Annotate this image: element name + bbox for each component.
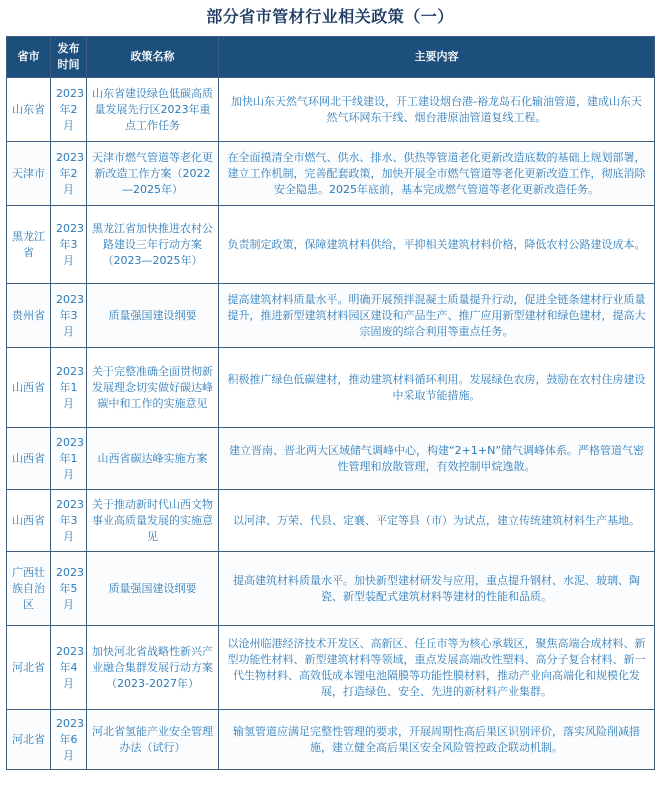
cell-policy: 质量强国建设纲要 xyxy=(87,284,219,348)
table-row xyxy=(7,206,655,284)
header-policy: 政策名称 xyxy=(87,37,219,78)
cell-content: 以河津、万荣、代县、定襄、平定等县（市）为试点，建立传统建筑材料生产基地。 xyxy=(219,490,655,552)
cell-policy: 加快河北省战略性新兴产业融合集群发展行动方案（2023-2027年） xyxy=(87,626,219,710)
table-row xyxy=(7,428,655,490)
cell-province: 山西省 xyxy=(7,428,51,490)
cell-content: 建立晋南、晋北两大区域储气调峰中心，构建“2+1+N”储气调峰体系。严格管道气密性管理和放散管理，有效控制甲烷逸散。 xyxy=(219,428,655,490)
header-date: 发布时间 xyxy=(51,37,87,78)
cell-content: 积极推广绿色低碳建材，推动建筑材料循环利用。发展绿色农房，鼓励在农村住房建设中采取节能措施。 xyxy=(219,348,655,428)
cell-province: 山西省 xyxy=(7,490,51,552)
cell-date: 2023年5月 xyxy=(51,552,87,626)
cell-date: 2023年4月 xyxy=(51,626,87,710)
cell-policy: 河北省氢能产业安全管理办法（试行） xyxy=(87,710,219,770)
table-row xyxy=(7,552,655,626)
cell-policy: 质量强国建设纲要 xyxy=(87,552,219,626)
cell-date: 2023年1月 xyxy=(51,428,87,490)
cell-date: 2023年2月 xyxy=(51,142,87,206)
table-header-row xyxy=(7,37,655,78)
cell-content: 提高建筑材料质量水平。加快新型建材研发与应用，重点提升钢材、水泥、玻璃、陶瓷、新型装配式建筑材料等建材的性能和品质。 xyxy=(219,552,655,626)
cell-date: 2023年3月 xyxy=(51,206,87,284)
cell-policy: 关于推动新时代山西文物事业高质量发展的实施意见 xyxy=(87,490,219,552)
header-province: 省市 xyxy=(7,37,51,78)
cell-content: 以沧州临港经济技术开发区、高新区、任丘市等为核心承载区，聚焦高端合成材料、新型功能性材料、新型建筑材料等领域，重点发展高端改性塑料、高分子复合材料、新一代生物材料、高效低成本锂电池隔膜等功能性膜材料，推动产业向高端化和规模化发展，打造绿色、安全、先进的新材料产业集群。 xyxy=(219,626,655,710)
table-row xyxy=(7,142,655,206)
cell-province: 黑龙江省 xyxy=(7,206,51,284)
header-content: 主要内容 xyxy=(219,37,655,78)
page-title: 部分省市管材行业相关政策（一） xyxy=(206,7,454,26)
cell-province: 广西壮族自治区 xyxy=(7,552,51,626)
cell-content: 加快山东天然气环网北干线建设，开工建设烟台港-裕龙岛石化输油管道，建成山东天然气环网东干线、烟台港原油管道复线工程。 xyxy=(219,78,655,142)
cell-province: 河北省 xyxy=(7,626,51,710)
cell-date: 2023年2月 xyxy=(51,78,87,142)
table-row xyxy=(7,284,655,348)
table-row xyxy=(7,78,655,142)
table-row xyxy=(7,490,655,552)
table-row xyxy=(7,710,655,770)
cell-date: 2023年1月 xyxy=(51,348,87,428)
cell-content: 负责制定政策，保障建筑材料供给，平抑相关建筑材料价格，降低农村公路建设成本。 xyxy=(219,206,655,284)
cell-content: 在全面摸清全市燃气、供水、排水、供热等管道老化更新改造底数的基础上规划部署，建立工作机制，完善配套政策，加快开展全市燃气管道等老化更新改造工作，彻底消除安全隐患。2025年底前，基本完成燃气管道等老化更新改造任务。 xyxy=(219,142,655,206)
cell-province: 山西省 xyxy=(7,348,51,428)
cell-policy: 山东省建设绿色低碳高质量发展先行区2023年重点工作任务 xyxy=(87,78,219,142)
cell-policy: 天津市燃气管道等老化更新改造工作方案（2022—2025年） xyxy=(87,142,219,206)
cell-policy: 关于完整准确全面贯彻新发展理念切实做好碳达峰碳中和工作的实施意见 xyxy=(87,348,219,428)
cell-policy: 山西省碳达峰实施方案 xyxy=(87,428,219,490)
cell-content: 输氢管道应满足完整性管理的要求，开展周期性高后果区识别评价，落实风险削减措施，建立健全高后果区安全风险管控政企联动机制。 xyxy=(219,710,655,770)
cell-date: 2023年6月 xyxy=(51,710,87,770)
table-row xyxy=(7,348,655,428)
table-row xyxy=(7,626,655,710)
cell-province: 山东省 xyxy=(7,78,51,142)
cell-date: 2023年3月 xyxy=(51,284,87,348)
policy-table xyxy=(6,36,655,770)
cell-content: 提高建筑材料质量水平。明确开展预拌混凝土质量提升行动，促进全链条建材行业质量提升，推进新型建筑材料园区建设和产品生产、推广应用新型建材和绿色建材，提高大宗固废的综合利用等重点任务。 xyxy=(219,284,655,348)
cell-province: 贵州省 xyxy=(7,284,51,348)
cell-date: 2023年3月 xyxy=(51,490,87,552)
cell-province: 天津市 xyxy=(7,142,51,206)
cell-policy: 黑龙江省加快推进农村公路建设三年行动方案（2023—2025年） xyxy=(87,206,219,284)
cell-province: 河北省 xyxy=(7,710,51,770)
